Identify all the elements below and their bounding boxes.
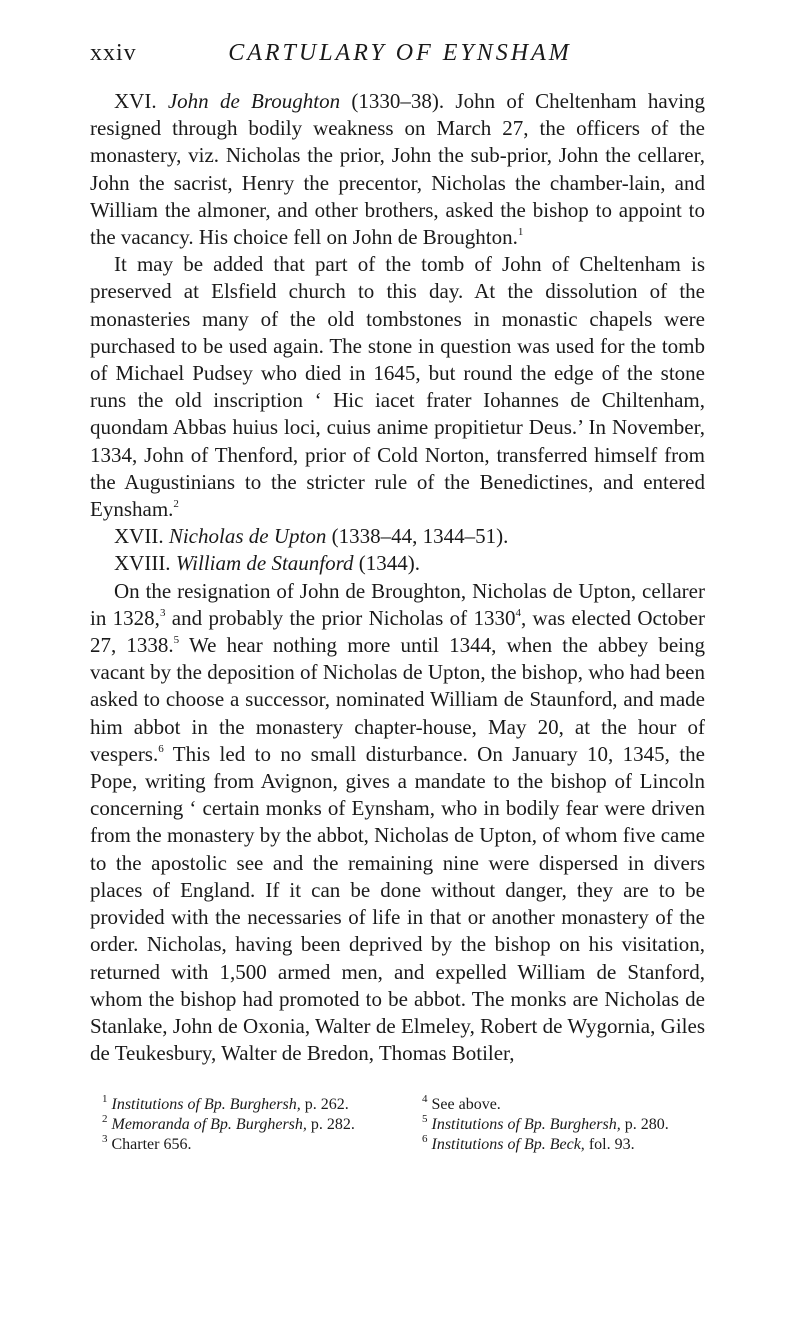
footnote-5 [410, 1112, 710, 1135]
footnote-column-left [90, 1092, 390, 1155]
footnote-column-right [410, 1092, 710, 1155]
paragraph-text: On the resignation of John de Broughton, Nicholas de Upton, cellarer in 1328, [90, 578, 705, 630]
running-title: CARTULARY OF EYNSHAM [228, 40, 572, 66]
main-text [90, 88, 705, 1067]
footnote-source: Institutions of Bp. Beck, [431, 1136, 585, 1153]
footnote-ref: 6 [158, 742, 164, 755]
abbot-dates: (1338–44, 1344–51). [331, 524, 509, 549]
footnote-page: p. 280. [620, 1116, 669, 1133]
footnote-mark: 3 [102, 1132, 108, 1145]
footnote-source: Memoranda of Bp. Burghersh, [111, 1116, 307, 1133]
footnote-ref: 5 [173, 634, 180, 647]
entry-number: XVI. [114, 89, 157, 113]
abbot-name: Nicholas de Upton [168, 524, 327, 549]
footnote-3 [90, 1132, 390, 1155]
page-header [90, 40, 710, 80]
abbot-dates: (1330–38). [351, 89, 445, 113]
paragraph-tomb [90, 251, 705, 523]
page-number: xxiv [90, 40, 137, 66]
abbot-dates: (1344). [358, 551, 421, 576]
abbot-name: William de Staunford [175, 551, 354, 576]
paragraph-text: We hear nothing more until 1344, when the abbey being vacant by the deposition of Nicholas de Upton, the bishop, who had been asked to choose a successor, nominated William de Staunford, and made him abbot in the monastery chapter-house, May 20, at the hour of vespers. [90, 633, 706, 766]
footnotes [90, 1092, 710, 1155]
paragraph-resignation [90, 578, 705, 1068]
footnote-mark: 2 [102, 1112, 108, 1125]
footnote-ref: 2 [173, 498, 179, 511]
footnote-1 [90, 1092, 390, 1115]
footnote-ref: 1 [517, 226, 524, 239]
footnote-ref: 3 [159, 606, 166, 619]
footnote-mark: 5 [422, 1112, 428, 1125]
paragraph-text: , was elected October 27, 1338. [90, 605, 705, 658]
abbot-entry-xviii [90, 550, 705, 577]
footnote-mark: 4 [422, 1092, 428, 1105]
abbot-entry-xvii [90, 523, 705, 550]
paragraph-text: This led to no small disturbance. On January 10, 1345, the Pope, writing from Avignon, gives a mandate to the bishop of Lincoln concerning ‘ certain monks of Eynsham, who in bodily fear were driven from the monastery by the abbot, Nicholas de Upton, of whom five came to the apostolic see and the remaining nine were dispersed in divers places of England. If it can be done without danger, they are to be provided with the necessaries of life in that or another monastery of the order. Nicholas, having been deprived by the bishop on his visitation, returned with 1,500 armed men, and expelled William de Stanford, whom the bishop had promoted to be abbot. The monks are Nicholas de Stanlake, John de Oxonia, Walter de Elmeley, Robert de Wygornia, Giles de Teukesbury, Walter de Bredon, Thomas Botiler, [90, 741, 705, 1066]
entry-number: XVIII. [114, 551, 171, 576]
footnote-mark: 6 [422, 1132, 428, 1145]
footnote-ref: 4 [515, 606, 521, 619]
footnote-source: Institutions of Bp. Burghersh, [111, 1096, 301, 1113]
footnote-text: Charter 656. [111, 1136, 192, 1153]
footnote-page: fol. 93. [584, 1136, 635, 1153]
abbot-entry-xvi [90, 88, 705, 251]
paragraph-text: It may be added that part of the tomb of John of Cheltenham is preserved at Elsfield church to this day. At the dissolution of the monasteries many of the old tombstones in monastic chapels were purchased to be used again. The stone in question was used for the tomb of Michael Pudsey who died in 1645, but round the edge of the stone runs the old inscription ‘ Hic iacet frater Iohannes de Chiltenham, quondam Abbas huius loci, cuius anime propitietur Deus.’ In November, 1334, John of Thenford, prior of Cold Norton, transferred himself from the Augustinians to the stricter rule of the Benedictines, and entered Eynsham. [90, 252, 705, 522]
footnote-4 [410, 1092, 710, 1115]
footnote-mark: 1 [102, 1092, 108, 1105]
abbot-name: John de Broughton [167, 89, 341, 113]
entry-number: XVII. [114, 524, 164, 549]
footnote-2 [90, 1112, 390, 1135]
footnote-page: p. 262. [300, 1096, 349, 1113]
footnote-page: p. 282. [306, 1116, 355, 1133]
paragraph-text: John of Cheltenham having resigned through bodily weakness on March 27, the officers of the monastery, viz. Nicholas the prior, John the sub-prior, John the cellarer, John the sacrist, Henry the precentor, Nicholas the chamber-lain, and William the almoner, and other brothers, asked the bishop to appoint to the vacancy. His choice fell on John de Broughton. [90, 89, 706, 250]
footnote-text: See above. [431, 1096, 501, 1113]
paragraph-text: and probably the prior Nicholas of 1330 [165, 605, 516, 630]
footnote-6 [410, 1132, 710, 1155]
footnote-source: Institutions of Bp. Burghersh, [431, 1116, 621, 1133]
